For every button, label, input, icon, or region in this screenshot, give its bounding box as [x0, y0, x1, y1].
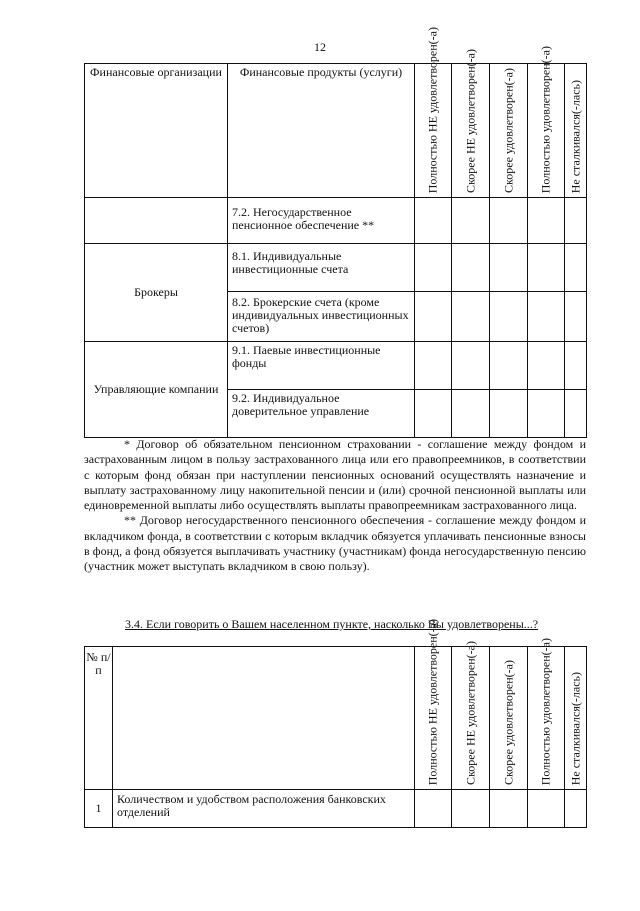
- header-rather-satisfied: Скорее удовлетворен(-а): [490, 647, 528, 790]
- rating-cell[interactable]: [415, 198, 452, 244]
- header-not-encountered: Не сталкивался(-лась): [565, 64, 587, 198]
- header-financial-organizations: Финансовые организации: [85, 64, 228, 198]
- org-management-companies: Управляющие компании: [85, 342, 228, 438]
- rating-cell[interactable]: [528, 390, 565, 438]
- row-number: 1: [85, 790, 113, 828]
- header-fully-dissatisfied: Полностью НЕ удовлетворен(-а): [415, 64, 452, 198]
- rating-cell[interactable]: [528, 790, 565, 828]
- rating-cell[interactable]: [452, 198, 490, 244]
- row-text: Количеством и удобством расположения банковских отделений: [113, 790, 415, 828]
- table-row: [85, 198, 587, 244]
- header-number: № п/п: [85, 647, 113, 790]
- rating-cell[interactable]: [565, 790, 587, 828]
- rating-cell[interactable]: [565, 198, 587, 244]
- table-row: [85, 342, 587, 390]
- rating-cell[interactable]: [490, 790, 528, 828]
- rating-cell[interactable]: [452, 390, 490, 438]
- header-item-empty: [113, 647, 415, 790]
- header-rather-dissatisfied: Скорее НЕ удовлетворен(-а): [452, 64, 490, 198]
- rating-cell[interactable]: [452, 342, 490, 390]
- rating-cell[interactable]: [415, 342, 452, 390]
- table-row: [85, 790, 587, 828]
- rating-cell[interactable]: [490, 342, 528, 390]
- rating-cell[interactable]: [528, 244, 565, 292]
- rating-cell[interactable]: [415, 790, 452, 828]
- header-not-encountered: Не сталкивался(-лась): [565, 647, 587, 790]
- rating-cell[interactable]: [490, 390, 528, 438]
- rating-cell[interactable]: [528, 342, 565, 390]
- header-fully-dissatisfied: Полностью НЕ удовлетворен(-а): [415, 647, 452, 790]
- header-fully-satisfied: Полностью удовлетворен(-а): [528, 647, 565, 790]
- rating-cell[interactable]: [565, 292, 587, 342]
- org-cell-empty: [85, 198, 228, 244]
- rating-cell[interactable]: [490, 198, 528, 244]
- product-9-2: 9.2. Индивидуальное доверительное управление: [228, 390, 415, 438]
- rating-cell[interactable]: [415, 390, 452, 438]
- product-7-2: 7.2. Негосударственное пенсионное обеспечение **: [228, 198, 415, 244]
- footnotes: [84, 437, 586, 575]
- rating-cell[interactable]: [452, 244, 490, 292]
- org-brokers: Брокеры: [85, 244, 228, 342]
- product-8-1: 8.1. Индивидуальные инвестиционные счета: [228, 244, 415, 292]
- rating-cell[interactable]: [565, 244, 587, 292]
- header-financial-products: Финансовые продукты (услуги): [228, 64, 415, 198]
- table-row: [85, 244, 587, 292]
- rating-cell[interactable]: [565, 390, 587, 438]
- rating-cell[interactable]: [490, 244, 528, 292]
- product-8-2: 8.2. Брокерские счета (кроме индивидуальных инвестиционных счетов): [228, 292, 415, 342]
- rating-cell[interactable]: [528, 198, 565, 244]
- rating-cell[interactable]: [452, 790, 490, 828]
- footnote-mandatory-pension: * Договор об обязательном пенсионном страховании - соглашение между фондом и застрахованным лицом в пользу застрахованного лица или его правопреемников, в соответствии с которым фонд обязан при наступлении пенсионных оснований осуществлять назначение и выплату застрахованному лицу накопительной пенсии и (или) срочной пенсионной выплаты или единовременной выплаты либо осуществлять выплаты правопреемникам застрахованного лица.: [84, 437, 586, 513]
- footnote-non-state-pension: ** Договор негосударственного пенсионного обеспечения - соглашение между фондом и вкладчиком фонда, в соответствии с которым вкладчик обязуется уплачивать пенсионные взносы в фонд, а фонд обязуется выплачивать участнику (участникам) фонда негосударственную пенсию (участник может выступать вкладчиком в свою пользу).: [84, 513, 586, 574]
- rating-cell[interactable]: [415, 292, 452, 342]
- rating-cell[interactable]: [565, 342, 587, 390]
- header-rather-satisfied: Скорее удовлетворен(-а): [490, 64, 528, 198]
- header-fully-satisfied: Полностью удовлетворен(-а): [528, 64, 565, 198]
- question-3-4: 3.4. Если говорить о Вашем населенном пункте, насколько Вы удовлетворены...?: [125, 617, 539, 631]
- header-rather-dissatisfied: Скорее НЕ удовлетворен(-а): [452, 647, 490, 790]
- rating-cell[interactable]: [452, 292, 490, 342]
- table2-header-row: [85, 647, 587, 790]
- table1-header-row: [85, 64, 587, 198]
- product-9-1: 9.1. Паевые инвестиционные фонды: [228, 342, 415, 390]
- page-number: 12: [314, 40, 326, 54]
- rating-cell[interactable]: [415, 244, 452, 292]
- rating-cell[interactable]: [490, 292, 528, 342]
- rating-cell[interactable]: [528, 292, 565, 342]
